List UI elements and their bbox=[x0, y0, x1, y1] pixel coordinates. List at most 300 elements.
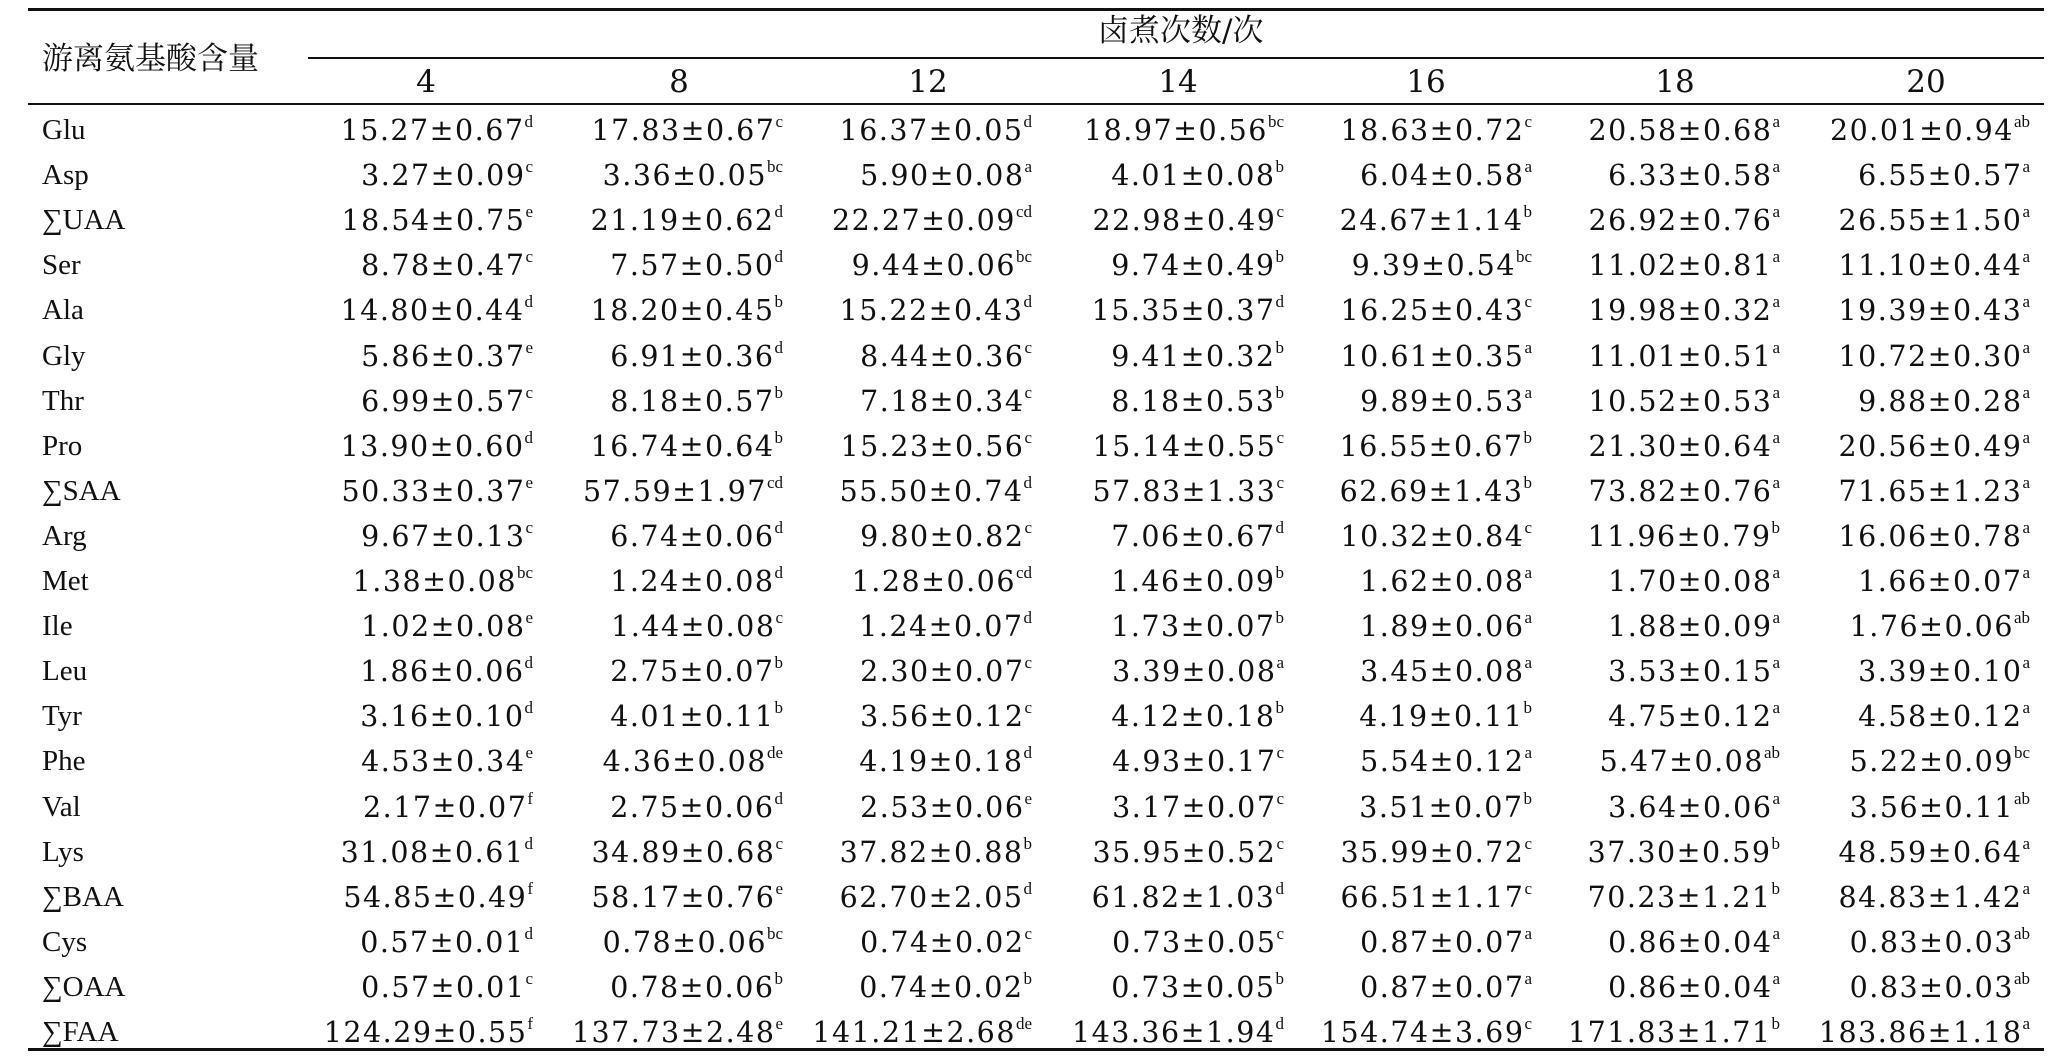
cell-value: 7.57±0.50 bbox=[610, 249, 775, 282]
table-cell bbox=[859, 743, 1032, 778]
table-cell bbox=[839, 473, 1032, 508]
table-cell bbox=[1849, 789, 2030, 824]
table-cell bbox=[859, 969, 1032, 1004]
significance-letter: a bbox=[1772, 202, 1780, 221]
cell-value: 3.53±0.15 bbox=[1608, 655, 1773, 688]
significance-letter: b bbox=[1275, 247, 1284, 266]
table-cell bbox=[590, 428, 783, 463]
cell-value: 17.83±0.67 bbox=[591, 114, 776, 147]
cell-value: 6.99±0.57 bbox=[361, 385, 526, 418]
cell-value: 22.27±0.09 bbox=[832, 204, 1016, 237]
cell-value: 50.33±0.37 bbox=[341, 475, 526, 508]
cell-value: 4.12±0.18 bbox=[1111, 700, 1276, 733]
cell-value: 1.24±0.08 bbox=[610, 565, 775, 598]
table-cell bbox=[1071, 1014, 1284, 1049]
table-cell bbox=[1818, 1014, 2030, 1049]
cell-value: 1.89±0.06 bbox=[1360, 610, 1525, 643]
significance-letter: b bbox=[1523, 698, 1532, 717]
cell-value: 18.97±0.56 bbox=[1084, 114, 1268, 147]
significance-letter: d bbox=[774, 518, 783, 537]
significance-letter: bc bbox=[2013, 743, 2030, 762]
table-cell bbox=[361, 383, 533, 418]
significance-letter: de bbox=[766, 743, 783, 762]
significance-letter: c bbox=[1276, 202, 1284, 221]
table-cell bbox=[340, 112, 533, 147]
cell-value: 1.44±0.08 bbox=[611, 610, 776, 643]
table-cell bbox=[610, 338, 783, 373]
significance-letter: d bbox=[774, 247, 783, 266]
table-cell bbox=[1608, 653, 1780, 688]
cell-value: 0.86±0.04 bbox=[1608, 971, 1773, 1004]
table-cell bbox=[1111, 969, 1284, 1004]
cell-value: 15.23±0.56 bbox=[840, 430, 1025, 463]
table-cell bbox=[860, 653, 1032, 688]
significance-letter: c bbox=[775, 112, 783, 131]
cell-value: 16.06±0.78 bbox=[1838, 520, 2023, 553]
cell-value: 4.93±0.17 bbox=[1112, 745, 1277, 778]
table-cell bbox=[1111, 563, 1284, 598]
significance-letter: a bbox=[1772, 473, 1780, 492]
cell-value: 61.82±1.03 bbox=[1091, 881, 1276, 914]
cell-value: 9.44±0.06 bbox=[851, 249, 1016, 282]
table-cell bbox=[1111, 518, 1284, 553]
significance-letter: cd bbox=[766, 473, 783, 492]
table-cell bbox=[1112, 653, 1284, 688]
significance-letter: b bbox=[1275, 383, 1284, 402]
table-cell bbox=[1360, 157, 1532, 192]
cell-value: 18.63±0.72 bbox=[1340, 114, 1525, 147]
cell-value: 13.90±0.60 bbox=[340, 430, 525, 463]
cell-value: 20.01±0.94 bbox=[1830, 114, 2014, 147]
significance-letter: ab bbox=[2013, 608, 2030, 627]
significance-letter: a bbox=[1524, 563, 1532, 582]
row-label: ∑FAA bbox=[42, 1016, 119, 1048]
significance-letter: e bbox=[525, 338, 533, 357]
table-cell bbox=[610, 563, 783, 598]
significance-letter: d bbox=[1023, 112, 1032, 131]
cell-value: 8.18±0.57 bbox=[610, 385, 775, 418]
row-label: Pro bbox=[42, 430, 83, 462]
significance-letter: cd bbox=[1015, 563, 1032, 582]
cell-value: 4.19±0.11 bbox=[1359, 700, 1524, 733]
table-cell bbox=[590, 292, 783, 327]
row-label: Phe bbox=[42, 745, 86, 777]
table-cell bbox=[1838, 292, 2030, 327]
cell-value: 1.28±0.06 bbox=[851, 565, 1016, 598]
significance-letter: bc bbox=[1267, 112, 1284, 131]
table-cell bbox=[1838, 247, 2030, 282]
table-cell bbox=[602, 743, 783, 778]
table-cell bbox=[361, 518, 533, 553]
table-cell bbox=[610, 383, 783, 418]
row-label: Asp bbox=[42, 159, 89, 191]
row-label: Ile bbox=[42, 610, 73, 642]
significance-letter: b bbox=[774, 292, 783, 311]
cell-value: 16.37±0.05 bbox=[839, 114, 1024, 147]
table-cell bbox=[360, 653, 533, 688]
cell-value: 2.53±0.06 bbox=[860, 791, 1025, 824]
table-cell bbox=[1340, 292, 1532, 327]
significance-letter: a bbox=[2022, 428, 2030, 447]
cell-value: 4.36±0.08 bbox=[602, 745, 767, 778]
table-cell bbox=[360, 698, 533, 733]
significance-letter: b bbox=[1523, 428, 1532, 447]
cell-value: 3.39±0.08 bbox=[1112, 655, 1277, 688]
cell-value: 15.35±0.37 bbox=[1091, 294, 1276, 327]
column-header: 16 bbox=[1406, 64, 1446, 100]
significance-letter: c bbox=[1524, 834, 1532, 853]
table-cell bbox=[860, 698, 1032, 733]
cell-value: 10.52±0.53 bbox=[1588, 385, 1773, 418]
significance-letter: a bbox=[1772, 157, 1780, 176]
cell-value: 62.69±1.43 bbox=[1339, 475, 1524, 508]
significance-letter: a bbox=[1772, 969, 1780, 988]
significance-letter: d bbox=[1275, 879, 1284, 898]
table-cell bbox=[1608, 789, 1780, 824]
cell-value: 16.74±0.64 bbox=[590, 430, 775, 463]
significance-letter: d bbox=[1275, 292, 1284, 311]
table-cell bbox=[340, 834, 533, 869]
row-label: Val bbox=[42, 791, 81, 823]
cell-value: 7.06±0.67 bbox=[1111, 520, 1276, 553]
significance-letter: c bbox=[1524, 1014, 1532, 1033]
significance-letter: e bbox=[1024, 789, 1032, 808]
significance-letter: f bbox=[527, 789, 533, 808]
cell-value: 20.56±0.49 bbox=[1838, 430, 2023, 463]
significance-letter: e bbox=[525, 202, 533, 221]
significance-letter: a bbox=[1772, 383, 1780, 402]
cell-value: 48.59±0.64 bbox=[1838, 836, 2023, 869]
significance-letter: d bbox=[1275, 518, 1284, 537]
table-cell bbox=[860, 383, 1032, 418]
header-rule bbox=[28, 103, 2044, 105]
table-cell bbox=[611, 608, 783, 643]
cell-value: 9.80±0.82 bbox=[860, 520, 1025, 553]
table-cell bbox=[1359, 789, 1532, 824]
table-cell bbox=[1849, 608, 2030, 643]
significance-letter: d bbox=[524, 112, 533, 131]
table-cell bbox=[1858, 698, 2030, 733]
cell-value: 183.86±1.18 bbox=[1818, 1016, 2023, 1049]
cell-value: 1.24±0.07 bbox=[859, 610, 1024, 643]
cell-value: 26.55±1.50 bbox=[1838, 204, 2023, 237]
significance-letter: c bbox=[1524, 292, 1532, 311]
table-cell bbox=[839, 292, 1032, 327]
significance-letter: b bbox=[1023, 834, 1032, 853]
significance-letter: bc bbox=[516, 563, 533, 582]
amino-acid-table bbox=[28, 0, 2044, 1056]
table-cell bbox=[361, 743, 533, 778]
significance-letter: e bbox=[775, 1014, 783, 1033]
significance-letter: b bbox=[1523, 473, 1532, 492]
table-cell bbox=[860, 789, 1032, 824]
cell-value: 5.47±0.08 bbox=[1599, 745, 1764, 778]
table-cell bbox=[860, 157, 1032, 192]
table-cell bbox=[343, 879, 533, 914]
significance-letter: e bbox=[525, 743, 533, 762]
significance-letter: a bbox=[1024, 157, 1032, 176]
table-cell bbox=[1360, 563, 1532, 598]
significance-letter: d bbox=[524, 698, 533, 717]
cell-value: 1.86±0.06 bbox=[360, 655, 525, 688]
cell-value: 6.74±0.06 bbox=[610, 520, 775, 553]
significance-letter: a bbox=[2022, 518, 2030, 537]
table-cell bbox=[1360, 969, 1532, 1004]
table-cell bbox=[363, 789, 533, 824]
table-cell bbox=[1588, 112, 1780, 147]
table-cell bbox=[1340, 338, 1532, 373]
table-cell bbox=[851, 247, 1032, 282]
cell-value: 3.27±0.09 bbox=[361, 159, 526, 192]
cell-value: 10.32±0.84 bbox=[1340, 520, 1525, 553]
significance-letter: c bbox=[1024, 924, 1032, 943]
significance-letter: a bbox=[2022, 834, 2030, 853]
cell-value: 6.04±0.58 bbox=[1360, 159, 1525, 192]
table-cell bbox=[839, 834, 1032, 869]
table-cell bbox=[1849, 743, 2030, 778]
significance-letter: a bbox=[2022, 383, 2030, 402]
table-cell bbox=[1838, 518, 2030, 553]
significance-letter: d bbox=[1023, 743, 1032, 762]
column-header: 12 bbox=[908, 64, 948, 100]
table-cell bbox=[1360, 608, 1532, 643]
table-cell bbox=[1351, 247, 1532, 282]
table-cell bbox=[860, 518, 1032, 553]
significance-letter: a bbox=[1772, 653, 1780, 672]
significance-letter: c bbox=[1024, 518, 1032, 537]
cell-value: 10.61±0.35 bbox=[1340, 340, 1525, 373]
cell-value: 22.98±0.49 bbox=[1092, 204, 1277, 237]
significance-letter: a bbox=[1772, 608, 1780, 627]
cell-value: 55.50±0.74 bbox=[839, 475, 1024, 508]
significance-letter: bc bbox=[766, 924, 783, 943]
significance-letter: a bbox=[1524, 743, 1532, 762]
cell-value: 9.88±0.28 bbox=[1858, 385, 2023, 418]
cell-value: 9.39±0.54 bbox=[1351, 249, 1516, 282]
table-cell bbox=[1608, 563, 1780, 598]
table-cell bbox=[1359, 698, 1532, 733]
significance-letter: a bbox=[2022, 202, 2030, 221]
table-cell bbox=[1111, 698, 1284, 733]
table-cell bbox=[340, 292, 533, 327]
row-label: Gly bbox=[42, 340, 86, 372]
column-header: 14 bbox=[1158, 64, 1198, 100]
table-cell bbox=[1608, 698, 1780, 733]
table-cell bbox=[1340, 879, 1532, 914]
cell-value: 7.18±0.34 bbox=[860, 385, 1025, 418]
cell-value: 1.46±0.09 bbox=[1111, 565, 1276, 598]
significance-letter: c bbox=[1276, 473, 1284, 492]
significance-letter: a bbox=[1772, 247, 1780, 266]
significance-letter: c bbox=[525, 518, 533, 537]
significance-letter: d bbox=[774, 202, 783, 221]
table-cell bbox=[1838, 428, 2030, 463]
cell-value: 9.89±0.53 bbox=[1360, 385, 1525, 418]
table-cell bbox=[610, 653, 783, 688]
significance-letter: ab bbox=[2013, 969, 2030, 988]
significance-letter: c bbox=[1024, 428, 1032, 447]
table-cell bbox=[1091, 292, 1284, 327]
cell-value: 3.45±0.08 bbox=[1360, 655, 1525, 688]
column-header: 20 bbox=[1906, 64, 1946, 100]
table-cell bbox=[1588, 338, 1780, 373]
table-cell bbox=[1092, 834, 1284, 869]
row-label: Arg bbox=[42, 520, 87, 552]
cell-value: 84.83±1.42 bbox=[1838, 881, 2023, 914]
table-cell bbox=[1111, 383, 1284, 418]
table-cell bbox=[1858, 653, 2030, 688]
significance-letter: de bbox=[1015, 1014, 1032, 1033]
table-cell bbox=[1588, 428, 1780, 463]
table-cell bbox=[591, 834, 783, 869]
table-cell bbox=[1091, 879, 1284, 914]
table-cell bbox=[1084, 112, 1284, 147]
significance-letter: f bbox=[527, 1014, 533, 1033]
significance-letter: c bbox=[1024, 653, 1032, 672]
cell-value: 58.17±0.76 bbox=[591, 881, 776, 914]
significance-letter: b bbox=[1023, 969, 1032, 988]
table-cell bbox=[859, 608, 1032, 643]
cell-value: 35.95±0.52 bbox=[1092, 836, 1277, 869]
cell-value: 11.96±0.79 bbox=[1587, 520, 1772, 553]
significance-letter: c bbox=[525, 247, 533, 266]
table-cell bbox=[1360, 924, 1532, 959]
cell-value: 137.73±2.48 bbox=[571, 1016, 776, 1049]
cell-value: 3.17±0.07 bbox=[1112, 791, 1277, 824]
significance-letter: d bbox=[774, 789, 783, 808]
cell-value: 57.59±1.97 bbox=[583, 475, 767, 508]
significance-letter: ab bbox=[2013, 924, 2030, 943]
significance-letter: a bbox=[2022, 653, 2030, 672]
table-cell bbox=[1092, 428, 1284, 463]
cell-value: 1.70±0.08 bbox=[1608, 565, 1773, 598]
cell-value: 71.65±1.23 bbox=[1838, 475, 2023, 508]
cell-value: 8.18±0.53 bbox=[1111, 385, 1276, 418]
table-cell bbox=[1340, 834, 1532, 869]
significance-letter: a bbox=[1772, 698, 1780, 717]
significance-letter: a bbox=[1772, 112, 1780, 131]
significance-letter: b bbox=[1275, 157, 1284, 176]
cell-value: 9.41±0.32 bbox=[1111, 340, 1276, 373]
cell-value: 0.57±0.01 bbox=[360, 926, 525, 959]
significance-letter: d bbox=[1023, 608, 1032, 627]
significance-letter: b bbox=[774, 653, 783, 672]
cell-value: 73.82±0.76 bbox=[1588, 475, 1773, 508]
cell-value: 11.02±0.81 bbox=[1588, 249, 1773, 282]
column-header: 8 bbox=[669, 64, 689, 100]
cell-value: 1.88±0.09 bbox=[1608, 610, 1773, 643]
row-label: Tyr bbox=[42, 700, 82, 732]
significance-letter: d bbox=[774, 338, 783, 357]
table-cell bbox=[1858, 383, 2030, 418]
cell-value: 4.19±0.18 bbox=[859, 745, 1024, 778]
table-cell bbox=[1112, 789, 1284, 824]
table-cell bbox=[1320, 1014, 1532, 1049]
cell-value: 8.44±0.36 bbox=[860, 340, 1025, 373]
cell-value: 11.01±0.51 bbox=[1588, 340, 1773, 373]
table-cell bbox=[1587, 834, 1780, 869]
significance-letter: a bbox=[1772, 428, 1780, 447]
significance-letter: a bbox=[1772, 563, 1780, 582]
cell-value: 0.87±0.07 bbox=[1360, 926, 1525, 959]
significance-letter: a bbox=[2022, 879, 2030, 898]
cell-value: 37.30±0.59 bbox=[1587, 836, 1772, 869]
cell-value: 19.98±0.32 bbox=[1588, 294, 1773, 327]
significance-letter: b bbox=[774, 698, 783, 717]
cell-value: 0.78±0.06 bbox=[602, 926, 767, 959]
cell-value: 9.74±0.49 bbox=[1111, 249, 1276, 282]
table-cell bbox=[1838, 202, 2030, 237]
cell-value: 15.14±0.55 bbox=[1092, 430, 1277, 463]
table-cell bbox=[361, 247, 533, 282]
cell-value: 19.39±0.43 bbox=[1838, 294, 2023, 327]
significance-letter: c bbox=[525, 383, 533, 402]
cell-value: 0.57±0.01 bbox=[361, 971, 526, 1004]
significance-letter: d bbox=[524, 834, 533, 853]
table-cell bbox=[1587, 879, 1780, 914]
significance-letter: c bbox=[1524, 879, 1532, 898]
cell-value: 54.85±0.49 bbox=[343, 881, 528, 914]
cell-value: 1.73±0.07 bbox=[1111, 610, 1276, 643]
significance-letter: bc bbox=[1015, 247, 1032, 266]
table-cell bbox=[1360, 743, 1532, 778]
table-cell bbox=[1092, 202, 1284, 237]
cell-value: 5.86±0.37 bbox=[361, 340, 526, 373]
table-cell bbox=[591, 879, 783, 914]
significance-letter: c bbox=[1524, 112, 1532, 131]
cell-value: 37.82±0.88 bbox=[839, 836, 1024, 869]
significance-letter: a bbox=[1524, 924, 1532, 943]
significance-letter: c bbox=[1276, 428, 1284, 447]
significance-letter: bc bbox=[766, 157, 783, 176]
table-cell bbox=[610, 789, 783, 824]
significance-letter: b bbox=[1771, 518, 1780, 537]
cell-value: 0.78±0.06 bbox=[610, 971, 775, 1004]
table-cell bbox=[1340, 112, 1532, 147]
significance-letter: a bbox=[2022, 563, 2030, 582]
column-header: 4 bbox=[416, 64, 436, 100]
table-cell bbox=[1588, 473, 1780, 508]
table-cell bbox=[1360, 653, 1532, 688]
row-label: Ser bbox=[42, 249, 81, 281]
significance-letter: a bbox=[2022, 698, 2030, 717]
significance-letter: c bbox=[775, 834, 783, 853]
table-cell bbox=[361, 608, 533, 643]
table-cell bbox=[860, 338, 1032, 373]
cell-value: 3.16±0.10 bbox=[360, 700, 525, 733]
significance-letter: f bbox=[527, 879, 533, 898]
cell-value: 21.19±0.62 bbox=[590, 204, 775, 237]
table-cell bbox=[1599, 743, 1780, 778]
cell-value: 4.75±0.12 bbox=[1608, 700, 1773, 733]
significance-letter: ab bbox=[2013, 789, 2030, 808]
table-cell bbox=[340, 428, 533, 463]
significance-letter: b bbox=[1275, 338, 1284, 357]
table-cell bbox=[1858, 157, 2030, 192]
significance-letter: c bbox=[1024, 338, 1032, 357]
significance-letter: c bbox=[1024, 698, 1032, 717]
cell-value: 15.22±0.43 bbox=[839, 294, 1024, 327]
significance-letter: c bbox=[525, 157, 533, 176]
row-label: Leu bbox=[42, 655, 88, 687]
significance-letter: b bbox=[1275, 698, 1284, 717]
significance-letter: c bbox=[1276, 743, 1284, 762]
table-cell bbox=[840, 428, 1032, 463]
significance-letter: c bbox=[1024, 383, 1032, 402]
cell-value: 18.54±0.75 bbox=[341, 204, 526, 237]
table-cell bbox=[860, 924, 1032, 959]
significance-letter: b bbox=[1771, 879, 1780, 898]
